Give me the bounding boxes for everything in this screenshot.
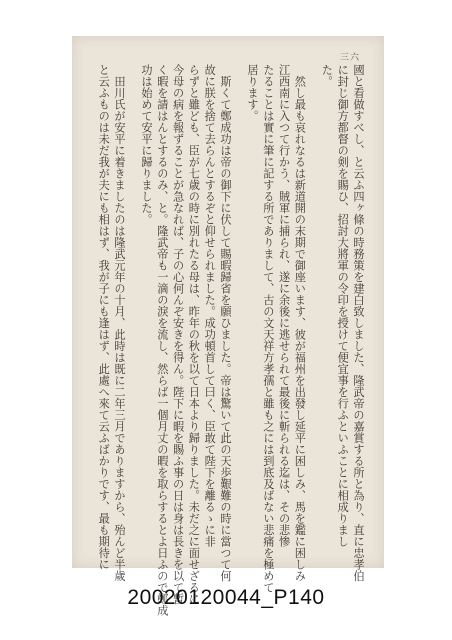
text-column: 田川氏が安平に着きましたのは隆武元年の十月、此時は既に二年三月でありますから、殆んど半歲 [112, 64, 126, 582]
text-column: 然し最も哀れなるは新道開の末期で御座います、彼が福州を出發し延平に困しみ、馬を鑑に困しみ [293, 64, 307, 582]
page-number: 三六 [339, 53, 360, 63]
text-column: 功は始めて安平に歸りました。 [140, 64, 153, 225]
text-column: に封じ御方都督の剣を賜ひ、招討大將軍の令印を授けて便宜事を行ふといふことに相成りまし [336, 64, 350, 547]
text-column: た。 [320, 64, 334, 87]
text-column: 斯くて鄭成功は帝の御下に伏して賜暇歸省を願ひました。帝は驚いて此の天歩艱難の時に當つて何 [218, 64, 232, 582]
text-column: 今母の病を報ずることが急なれば、子の心何んぞ安きを得ん。陛下に暇を賜ふ事の日は身は長きを以て暫 [171, 64, 185, 605]
text-column: 故に朕を捨て去らんとするぞと仰せられました。成功頓首して曰く、臣敢て陛下を離るゝに非 [203, 64, 217, 547]
text-column: 國と看做すべし、と云ふ四ヶ條の時務策を建白致しました、隆武帝の嘉賞する所と為り、直に忠孝伯 [352, 64, 365, 582]
text-column: 居ります。 [246, 64, 259, 122]
text-column: たることは實に筆に記する所でありまして、古の文天祥方孝孺と雖も之には到底及ばない悲痛を極めて [261, 64, 275, 593]
text-column: と云ふものは未だ我が夫にも相はず、我が子にも逢はず、此處へ來て云ふばかりです、最も期待に [97, 64, 111, 570]
text-column: 江西南に入つて行かう、賊軍に捕られ、遂に余後に逃せられて最後に斬られる迄は、その悲惨 [277, 64, 291, 547]
image-caption: 20020120044_P140 [127, 586, 325, 609]
text-column: く暇を請はんとするのみ、と。隆武帝も一滴の淚を流し、然らば一個月丈の暇を取らするとよ日ふので鄭成 [155, 64, 169, 616]
text-column: らずと雖ども、臣が七歳の時に別れたる母は、昨年の秋を以て日本より歸りました。未だ之に面せざるに [187, 64, 201, 605]
